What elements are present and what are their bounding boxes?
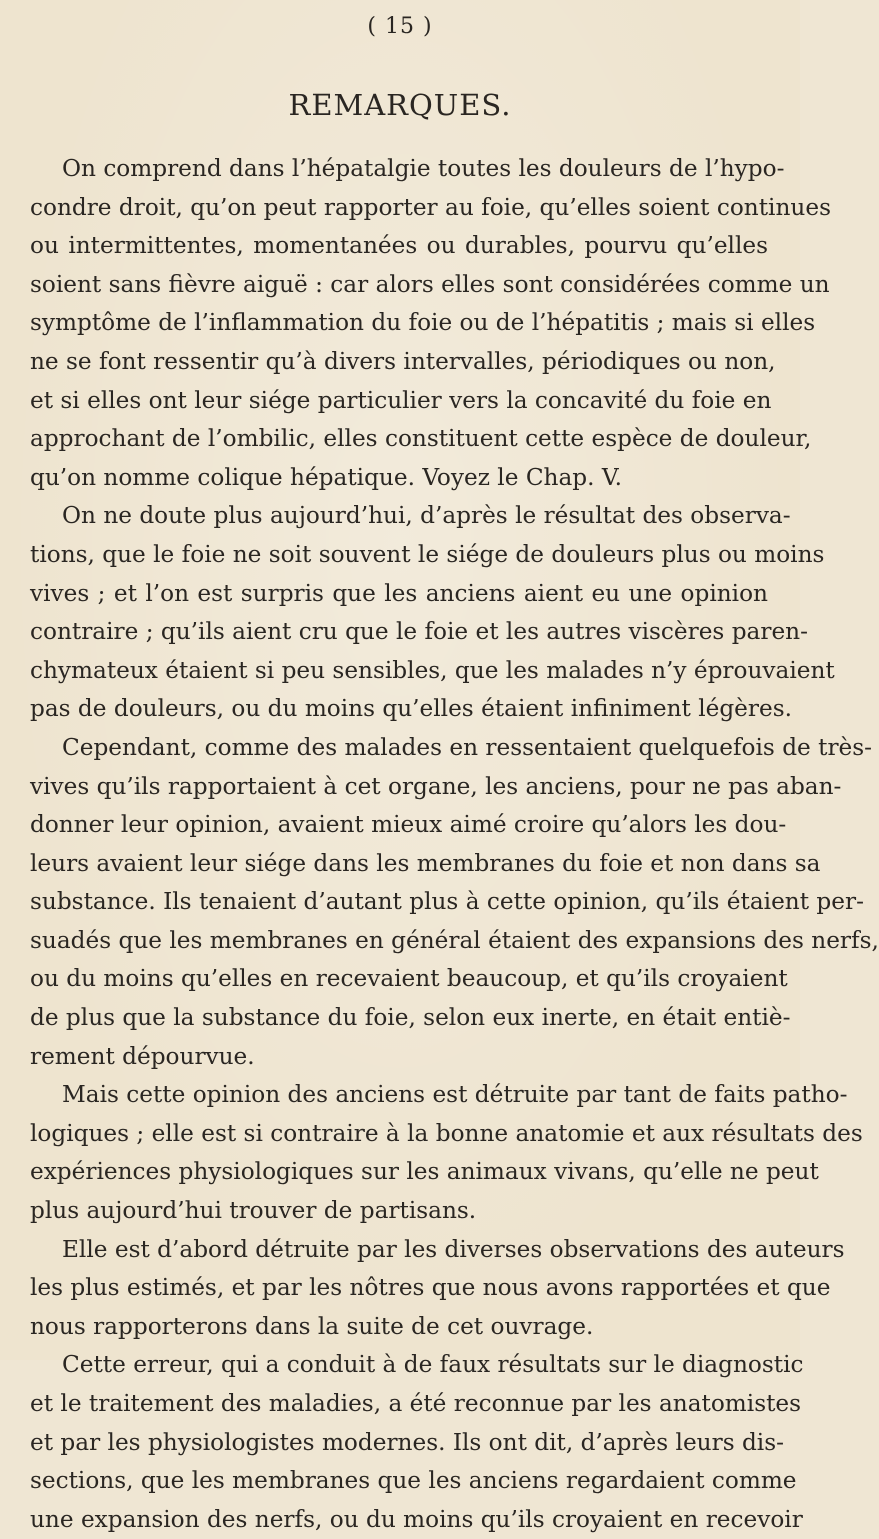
text-line: nous rapporterons dans la suite de cet ouvrage. [30, 1312, 594, 1340]
text-line: logiques ; elle est si contraire à la bonne anatomie et aux résultats des [30, 1119, 863, 1147]
text-line: qu’on nomme colique hépatique. Voyez le Chap. V. [30, 463, 622, 491]
text-line: soient sans fièvre aiguë : car alors elles sont considérées comme un [30, 270, 830, 298]
text-line: une expansion des nerfs, ou du moins qu’ils croyaient en recevoir [30, 1505, 803, 1533]
text-line: donner leur opinion, avaient mieux aimé croire qu’alors les dou- [30, 811, 787, 839]
text-line: approchant de l’ombilic, elles constituent cette espèce de douleur, [30, 425, 812, 453]
text-line: suadés que les membranes en général étaient des expansions des nerfs, [30, 926, 879, 954]
text-line: ou du moins qu’elles en recevaient beaucoup, et qu’ils croyaient [30, 965, 788, 993]
text-line: vives qu’ils rapportaient à cet organe, les anciens, pour ne pas aban- [30, 772, 842, 800]
text-line: contraire ; qu’ils aient cru que le foie et les autres viscères paren- [30, 618, 808, 646]
text-line: On ne doute plus aujourd’hui, d’après le résultat des observa- [62, 502, 791, 530]
page-number: ( 15 ) [367, 14, 433, 39]
text-line: condre droit, qu’on peut rapporter au foie, qu’elles soient continues [30, 193, 831, 221]
text-line: ou intermittentes, momentanées ou durables, pourvu qu’elles [30, 232, 768, 260]
text-line: tions, que le foie ne soit souvent le siége de douleurs plus ou moins [30, 540, 825, 568]
text-line: leurs avaient leur siége dans les membranes du foie et non dans sa [30, 849, 821, 877]
text-line: Cette erreur, qui a conduit à de faux résultats sur le diagnostic [62, 1351, 804, 1379]
text-line: pas de douleurs, ou du moins qu’elles étaient infiniment légères. [30, 695, 792, 723]
text-line: et le traitement des maladies, a été reconnue par les anatomistes [30, 1390, 802, 1417]
section-title: REMARQUES. [288, 88, 512, 122]
text-line: rement dépourvue. [30, 1042, 255, 1070]
text-line: ne se font ressentir qu’à divers intervalles, périodiques ou non, [30, 347, 776, 375]
text-line: Cependant, comme des malades en ressentaient quelquefois de très- [62, 733, 872, 761]
text-line: symptôme de l’inflammation du foie ou de l’hépatitis ; mais si elles [30, 309, 816, 337]
text-line: vives ; et l’on est surpris que les anciens aient eu une opinion [30, 579, 768, 607]
text-line: chymateux étaient si peu sensibles, que les malades n’y éprouvaient [30, 656, 835, 684]
text-line: et par les physiologistes modernes. Ils ont dit, d’après leurs dis- [30, 1428, 784, 1456]
text-line: Mais cette opinion des anciens est détruite par tant de faits patho- [62, 1081, 848, 1109]
text-line: et si elles ont leur siége particulier vers la concavité du foie en [30, 386, 772, 414]
text-line: expériences physiologiques sur les animaux vivans, qu’elle ne peut [30, 1158, 819, 1186]
text-line: sections, que les membranes que les anciens regardaient comme [30, 1467, 797, 1495]
text-line: On comprend dans l’hépatalgie toutes les douleurs de l’hypo- [62, 155, 785, 182]
text-line: de plus que la substance du foie, selon eux inerte, en était entiè- [30, 1004, 791, 1032]
text-line: substance. Ils tenaient d’autant plus à cette opinion, qu’ils étaient per- [30, 888, 864, 916]
text-line: les plus estimés, et par les nôtres que nous avons rapportées et que [30, 1274, 831, 1302]
body-text [30, 150, 879, 1539]
text-line: plus aujourd’hui trouver de partisans. [30, 1197, 477, 1225]
text-line: Elle est d’abord détruite par les diverses observations des auteurs [62, 1235, 845, 1263]
